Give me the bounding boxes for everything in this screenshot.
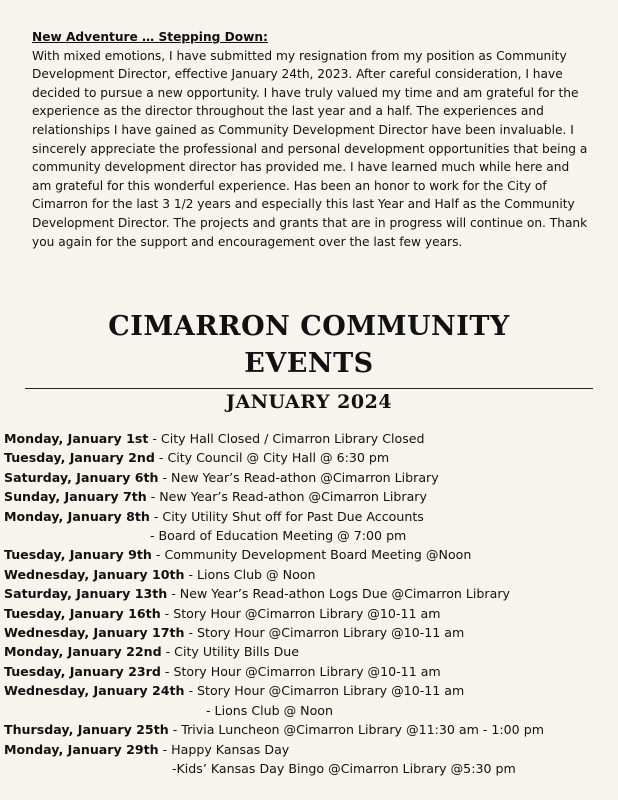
- event-text: - Trivia Luncheon @Cimarron Library @11:30 am - 1:00 pm: [168, 722, 544, 738]
- notice-body: With mixed emotions, I have submitted my resignation from my position as Community Development Director, effective January 24th, 2023. After careful consideration, I have decided to pursue a new opportunity. I have truly valued my time and am grateful for the experience as the director throughout the last year and a half. The experiences and relationships I have gained as Community Development Director have been invaluable. I sincerely appreciate the professional and personal development opportunities that being a community development director has provided me. I have learned much while here and am grateful for this wonderful experience. Has been an honor to work for the City of Cimarron for the last 3 1/2 years and especially this last Year and Half as the Community Development Director. The projects and grants that are in progress will continue on. Thank you again for the support and encouragement over the last few years.: [32, 48, 588, 249]
- event-day: Monday, January 29th: [4, 741, 159, 757]
- event-continuation: - Lions Club @ Noon: [206, 702, 333, 718]
- month-heading: JANUARY 2024: [225, 391, 393, 413]
- event-text: - Story Hour @Cimarron Library @10-11 am: [160, 663, 441, 679]
- event-day: Monday, January 8th: [4, 508, 150, 524]
- event-day: Saturday, January 13th: [4, 586, 168, 602]
- divider: [25, 388, 593, 389]
- event-row: [4, 662, 616, 681]
- event-day: Sunday, January 7th: [4, 489, 147, 505]
- event-row: [4, 565, 616, 584]
- resignation-notice: [32, 28, 592, 251]
- event-text: - Story Hour @Cimarron Library @10-11 am: [160, 605, 441, 621]
- notice-heading: New Adventure … Stepping Down:: [32, 30, 268, 44]
- events-list: [4, 429, 616, 778]
- event-row: [4, 429, 616, 448]
- event-row: [4, 720, 616, 739]
- event-row: [4, 487, 616, 506]
- event-day: Wednesday, January 17th: [4, 625, 185, 641]
- event-row: [4, 604, 616, 623]
- event-text: - City Utility Bills Due: [161, 644, 300, 660]
- event-row: [4, 448, 616, 467]
- event-day: Tuesday, January 2nd: [4, 450, 155, 466]
- event-text: - City Hall Closed / Cimarron Library Closed: [148, 431, 425, 446]
- event-text: - New Year’s Read-athon @Cimarron Library: [146, 489, 427, 505]
- event-continuation: - Board of Education Meeting @ 7:00 pm: [150, 528, 407, 544]
- event-day: Monday, January 1st: [4, 431, 149, 446]
- event-day: Tuesday, January 9th: [4, 547, 152, 563]
- event-row: [4, 584, 616, 603]
- event-day: Thursday, January 25th: [4, 722, 169, 738]
- event-continuation: -Kids’ Kansas Day Bingo @Cimarron Library @5:30 pm: [172, 760, 516, 776]
- event-text: - New Year’s Read-athon @Cimarron Library: [158, 469, 439, 485]
- event-row: [4, 642, 616, 661]
- event-text: - Story Hour @Cimarron Library @10-11 am: [184, 683, 465, 699]
- event-row: [4, 623, 616, 642]
- event-day: Tuesday, January 16th: [4, 605, 161, 621]
- events-title-line2: EVENTS: [244, 348, 374, 379]
- event-text: - City Utility Shut off for Past Due Accounts: [149, 508, 424, 524]
- event-day: Saturday, January 6th: [4, 469, 159, 485]
- event-text: - City Council @ City Hall @ 6:30 pm: [154, 450, 390, 466]
- event-day: Monday, January 22nd: [4, 644, 162, 660]
- event-text: - Lions Club @ Noon: [184, 566, 316, 582]
- event-row: [4, 681, 616, 700]
- event-day: Tuesday, January 23rd: [4, 663, 161, 679]
- event-day: Wednesday, January 24th: [4, 683, 185, 699]
- events-title-line1: CIMARRON COMMUNITY: [108, 311, 510, 342]
- event-row: [4, 545, 616, 564]
- event-text: - Happy Kansas Day: [158, 741, 290, 757]
- event-day: Wednesday, January 10th: [4, 566, 185, 582]
- event-text: - Story Hour @Cimarron Library @10-11 am: [184, 625, 465, 641]
- event-row: [4, 740, 616, 759]
- events-title: [0, 308, 618, 382]
- event-row: [4, 468, 616, 487]
- event-row: [4, 507, 616, 526]
- event-text: - New Year’s Read-athon Logs Due @Cimarron Library: [167, 586, 510, 602]
- event-text: - Community Development Board Meeting @Noon: [151, 547, 472, 563]
